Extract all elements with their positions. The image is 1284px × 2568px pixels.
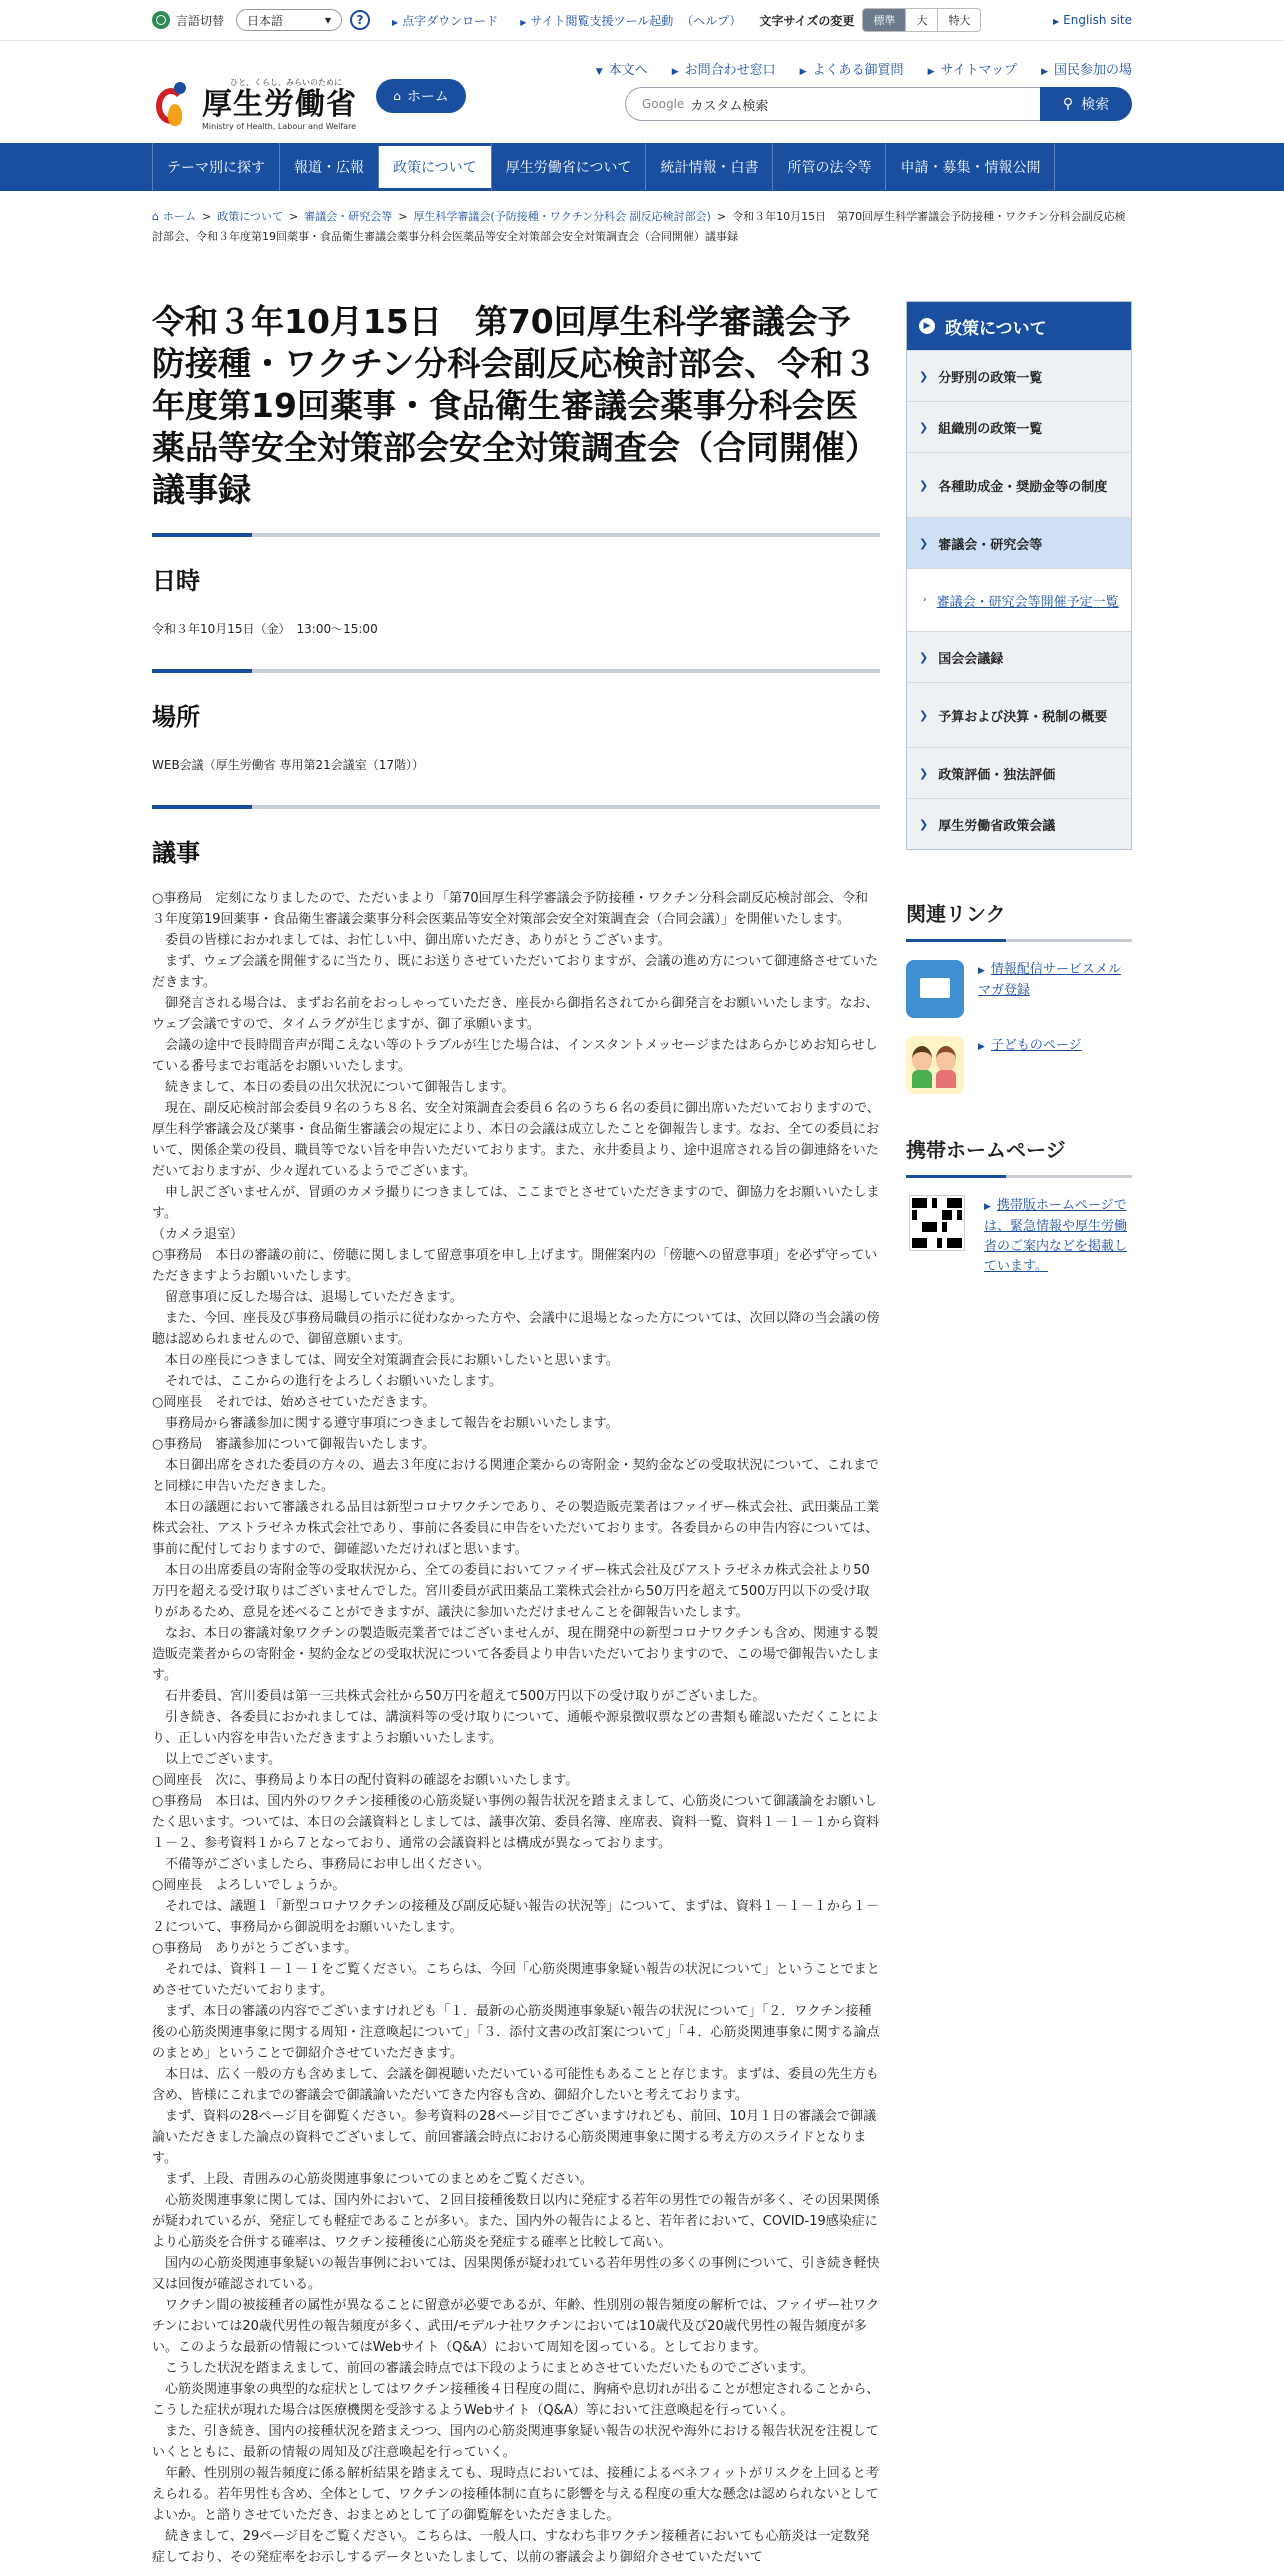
- nav-item-about[interactable]: 厚生労働省について: [491, 143, 646, 191]
- kids-page-icon: [906, 1036, 964, 1094]
- search-brand: Google: [642, 97, 685, 111]
- sidebar-item-diet-records[interactable]: ❯ 国会会議録: [907, 631, 1131, 682]
- english-site-link[interactable]: ▶ English site: [1053, 13, 1132, 27]
- main-content: [152, 301, 880, 2568]
- search-button[interactable]: ⚲ 検索: [1040, 87, 1132, 121]
- breadcrumb-councils[interactable]: 審議会・研究会等: [304, 210, 393, 223]
- triangle-right-icon: ▶: [392, 17, 399, 27]
- accessibility-help-link[interactable]: （ヘルプ）: [681, 13, 742, 28]
- sidebar-item-policy-council[interactable]: ❯ 厚生労働省政策会議: [907, 798, 1131, 849]
- language-select[interactable]: [236, 9, 342, 31]
- header-link-sitemap[interactable]: ▶ サイトマップ: [927, 63, 1018, 78]
- chevron-right-icon: ›: [923, 595, 927, 605]
- header-links: [572, 59, 1132, 78]
- breadcrumb-council-page[interactable]: 厚生科学審議会(予防接種・ワクチン分科会 副反応検討部会): [413, 210, 711, 223]
- logo-tagline: ひと、くらし、みらいのために: [230, 78, 342, 87]
- side-nav-heading[interactable]: ▶ 政策について: [907, 302, 1131, 350]
- date-value: 令和３年10月15日（金） 13:00～15:00: [152, 622, 378, 636]
- related-link-mail-magazine[interactable]: ▶ 情報配信サービスメルマガ登録: [906, 960, 1132, 1018]
- breadcrumb-policies[interactable]: 政策について: [217, 210, 283, 223]
- breadcrumb-home[interactable]: ホーム: [162, 210, 196, 223]
- qr-code-icon: [910, 1196, 964, 1250]
- triangle-right-icon: ▶: [984, 1202, 991, 1212]
- triangle-right-icon: ▶: [978, 966, 985, 976]
- nav-item-themes[interactable]: テーマ別に探す: [152, 143, 279, 191]
- chevron-right-icon: ❯: [919, 708, 929, 722]
- nav-item-statistics[interactable]: 統計情報・白書: [645, 143, 772, 191]
- sidebar-item-budget[interactable]: ❯ 予算および決算・税制の概要: [907, 682, 1131, 747]
- side-nav: [906, 301, 1132, 850]
- nav-item-applications[interactable]: 申請・募集・情報公開: [885, 143, 1055, 191]
- font-size-large-button[interactable]: 大: [905, 9, 937, 31]
- sidebar-item-policy-by-field[interactable]: ❯ 分野別の政策一覧: [907, 350, 1131, 401]
- global-nav: [0, 143, 1284, 191]
- language-label: 言語切替: [176, 13, 225, 28]
- header-link-faq[interactable]: ▶ よくある御質問: [799, 63, 904, 78]
- chevron-right-icon: ▶: [1041, 67, 1048, 77]
- related-links-heading: 関連リンク: [906, 898, 1132, 942]
- chevron-right-icon: ❯: [919, 536, 929, 550]
- font-size-standard-button[interactable]: 標準: [863, 9, 905, 31]
- utility-bar: [0, 0, 1284, 41]
- site-logo[interactable]: [152, 77, 357, 131]
- sidebar-item-policy-evaluation[interactable]: ❯ 政策評価・独法評価: [907, 747, 1131, 798]
- sidebar: [906, 301, 1132, 2568]
- home-icon: ⌂: [393, 89, 401, 103]
- place-heading: 場所: [152, 669, 880, 732]
- font-size-label: 文字サイズの変更: [759, 13, 855, 28]
- sidebar-item-policy-by-organization[interactable]: ❯ 組織別の政策一覧: [907, 401, 1131, 452]
- header-link-public-participation[interactable]: ▶ 国民参加の場: [1041, 63, 1132, 78]
- globe-icon: [152, 11, 170, 29]
- mail-magazine-icon: [906, 960, 964, 1018]
- chevron-right-icon: ❯: [919, 650, 929, 664]
- help-icon[interactable]: ?: [350, 10, 370, 30]
- font-size-xlarge-button[interactable]: 特大: [937, 9, 980, 31]
- triangle-right-icon: ▶: [520, 17, 527, 27]
- page-title: 令和３年10月15日 第70回厚生科学審議会予防接種・ワクチン分科会副反応検討部会、令和３年度第19回薬事・食品衛生審議会薬事分科会医薬品等安全対策部会安全対策調査会（合同開催）議事録: [152, 302, 878, 509]
- chevron-right-icon: ❯: [919, 817, 929, 831]
- home-button[interactable]: ⌂ ホーム: [376, 79, 466, 113]
- braille-download-link[interactable]: ▶ 点字ダウンロード: [392, 13, 499, 28]
- chevron-right-icon: ❯: [919, 478, 929, 492]
- nav-item-laws[interactable]: 所管の法令等: [772, 143, 885, 191]
- chevron-right-icon: ▶: [799, 67, 807, 77]
- triangle-right-icon: ▶: [978, 1042, 985, 1052]
- chevron-right-icon: ❯: [919, 766, 929, 780]
- mhlw-logo-icon: [152, 78, 196, 130]
- search-placeholder: カスタム検索: [690, 98, 769, 114]
- chevron-down-icon: ▾: [324, 13, 332, 27]
- nav-item-policies[interactable]: 政策について: [378, 146, 491, 188]
- sidebar-item-subsidies[interactable]: ❯ 各種助成金・奨励金等の制度: [907, 452, 1131, 517]
- mobile-site-heading: 携帯ホームページ: [906, 1134, 1132, 1178]
- home-icon: ⌂: [152, 210, 159, 223]
- chevron-right-icon: ▶: [919, 318, 935, 334]
- search-input[interactable]: [625, 87, 1040, 121]
- minutes-text: ○事務局 定刻になりましたので、ただいまより「第70回厚生科学審議会予防接種・ワクチン分科会副反応検討部会、令和３年度第19回薬事・食品衛生審議会薬事分科会医薬品等安全対策部会安全対策調査会（合同会議）」を開催いたします。 委員の皆様におかれましては、お忙しい中、御出席いただき、ありがとうございます。 まず、ウェブ会議を開催するに当たり、既にお送りさせていただいておりますが、会議の進め方について御連絡させていただきます。 御発言される場合は、まずお名前をおっしゃっていただき、座長から御指名されてから御発言をお願いいたします。なお、ウェブ会議ですので、タイムラグが生じますが、御了承願います。 会議の途中で長時間音声が聞こえない等のトラブルが生じた場合は、インスタントメッセージまたはあらかじめお知らせしている番号までお電話をお願いいたします。 続きまして、本日の委員の出欠状況について御報告します。 現在、副反応検討部会委員９名のうち８名、安全対策調査会委員６名のうち６名の委員に御出席いただいておりますので、厚生科学審議会及び薬事・食品衛生審議会の規定により、本日の会議は成立したことを御報告します。なお、全ての委員において、関係企業の役員、職員等でない旨を申告いただいております。また、永井委員より、途中退席される旨の御連絡をいただいておりますが、少々遅れているようでございます。 申し訳ございませんが、冒頭のカメラ撮りにつきましては、ここまでとさせていただきますので、御協力をお願いいたします。 （カメラ退室） ○事務局 本日の審議の前に、傍聴に関しまして留意事項を申し上げます。開催案内の「傍聴への留意事項」を必ず守っていただきますようお願いいたします。 留意事項に反した場合は、退場していただきます。 また、今回、座長及び事務局職員の指示に従わなかった方や、会議中に退場となった方については、次回以降の当会議の傍聴は認められませんので、御留意願います。 本日の座長につきましては、岡安全対策調査会長にお願いしたいと思います。 それでは、ここからの進行をよろしくお願いいたします。 ○岡座長 それでは、始めさせていただきます。 事務局から審議参加に関する遵守事項につきまして報告をお願いいたします。 ○事務局 審議参加について御報告いたします。 本日御出席をされた委員の方々の、過去３年度における関連企業からの寄附金・契約金などの受取状況について、これまでと同様に申告いただきました。 本日の議題において審議される品目は新型コロナワクチンであり、その製造販売業者はファイザー株式会社、武田薬品工業株式会社、アストラゼネカ株式会社であり、事前に各委員に申告をいただいております。各委員からの申告内容については、事前に配付しておりますので、御確認いただければと思います。 本日の出席委員の寄附金等の受取状況から、全ての委員においてファイザー株式会社及びアストラゼネカ株式会社より50万円を超える受け取りはございませんでした。宮川委員が武田薬品工業株式会社から50万円を超えて500万円以下の受け取りがあるため、意見を述べることができますが、議決に参加いただけませんことを御報告いたします。 なお、本日の審議対象ワクチンの製造販売業者ではございませんが、現在開発中の新型コロナワクチンも含め、関連する製造販売業者からの寄附金・契約金などの受取状況について各委員より申告いただいておりますので、この場で御報告いたします。 石井委員、宮川委員は第一三共株式会社から50万円を超えて500万円以下の受け取りがございました。 引き続き、各委員におかれましては、講演料等の受け取りについて、通帳や源泉徴収票などの書類も確認いただくことにより、正しい内容を申告いただきますようお願いいたします。 以上でございます。 ○岡座長 次に、事務局より本日の配付資料の確認をお願いいたします。 ○事務局 本日は、国内外のワクチン接種後の心筋炎疑い事例の報告状況を踏まえまして、心筋炎について御議論をお願いしたく思います。ついては、本日の会議資料としましては、議事次第、委員名簿、座席表、資料一覧、資料１－１－１から資料１－２、参考資料１から７となっており、通常の会議資料とは構成が異なっております。 不備等がございましたら、事務局にお申し出ください。 ○岡座長 よろしいでしょうか。 それでは、議題１「新型コロナワクチンの接種及び副反応疑い報告の状況等」について、まずは、資料１－１－１から１－２について、事務局から御説明をお願いいたします。 ○事務局 ありがとうございます。 それでは、資料１－１－１をご覧ください。こちらは、今回「心筋炎関連事象疑い報告の状況について」ということでまとめさせていただいております。 まず、本日の審議の内容でございますけれども「１．最新の心筋炎関連事象疑い報告の状況について」「２．ワクチン接種後の心筋炎関連事象に関する周知・注意喚起について」「３．添付文書の改訂案について」「４．心筋炎関連事象に関する論点のまとめ」ということで御紹介させていただきます。 本日は、広く一般の方も含めまして、会議を御視聴いただいている可能性もあることと存じます。まずは、委員の先生方も含め、皆様にこれまでの審議会で御議論いただいてきた内容も含め、御紹介したいと考えております。 まず、資料の28ページ目を御覧ください。参考資料の28ページ目でございますけれども、前回、10月１日の審議会で御議論いただきました論点の資料でございまして、前回審議会時点における心筋炎関連事象に関する考え方のスライドとなります。 まず、上段、青囲みの心筋炎関連事象についてのまとめをご覧ください。 心筋炎関連事象に関しては、国内外において、２回目接種後数日以内に発症する若年の男性での報告が多く、その因果関係が疑われているが、発症しても軽症であることが多い。また、国内外の報告によると、若年者において、COVID-19感染症により心筋炎を合併する確率は、ワクチン接種後に心筋炎を発症する確率と比較して高い。 国内の心筋炎関連事象疑いの報告事例においては、因果関係が疑われている若年男性の多くの事例について、引き続き軽快又は回復が確認されている。 ワクチン間の被接種者の属性が異なることに留意が必要であるが、年齢、性別別の報告頻度の解析では、ファイザー社ワクチンにおいては20歳代男性の報告頻度が多く、武田/モデルナ社ワクチンにおいては10歳代及び20歳代男性の報告頻度が多い。このような最新の情報についてはWebサイト（Q&A）において周知を図っている。としております。 こうした状況を踏まえまして、前回の審議会時点では下段のようにまとめさせていただいたものでございます。 心筋炎関連事象の典型的な症状としてはワクチン接種後４日程度の間に、胸痛や息切れが出ることが想定されることから、こうした症状が現れた場合は医療機関を受診するようWebサイト（Q&A）等において注意喚起を行っていく。 また、引き続き、国内の接種状況を踏まえつつ、国内の心筋炎関連事象疑い報告の状況や海外における報告状況を注視していくとともに、最新の情報の周知及び注意喚起を行っていく。 年齢、性別別の報告頻度に係る解析結果を踏まえても、現時点においては、接種によるベネフィットがリスクを上回ると考えられる。若年男性も含め、全体として、ワクチンの接種体制に直ちに影響を与える程度の重大な懸念は認められないとしてよいか。と諮りさせていただき、おまとめとして了の御覧解をいただきました。 続きまして、29ページ目をご覧ください。こちらは、一般人口、すなわち非ワクチン接種者においても心筋炎は一定数発症しており、その発症率をお示しするデータといたしまして、以前の審議会より御紹介させていただいて: [152, 891, 880, 2565]
- nav-item-press[interactable]: 報道・広報: [279, 143, 378, 191]
- search-icon: ⚲: [1062, 96, 1074, 112]
- site-search: [625, 87, 1132, 121]
- minutes-heading: 議事: [152, 805, 880, 868]
- breadcrumb: ⌂ ホーム > 政策について > 審議会・研究会等 > 厚生科学審議会(予防接種・ワクチン分科会 副反応検討部会) > 令和３年10月15日 第70回厚生科学審議会予防接種・ワクチン分科会副反応検討部会、令和３年度第19回薬事・食品衛生審議会薬事分科会医薬品等安全対策部会安全対策調査会（合同開催）議事録: [152, 210, 1126, 243]
- language-select-value: 日本語: [247, 13, 284, 28]
- breadcrumb-current: 令和３年10月15日 第70回厚生科学審議会予防接種・ワクチン分科会副反応検討部会、令和３年度第19回薬事・食品衛生審議会薬事分科会医薬品等安全対策部会安全対策調査会（合同開催）議事録: [152, 210, 1126, 243]
- triangle-right-icon: ▶: [1053, 17, 1060, 26]
- chevron-right-icon: ❯: [919, 369, 929, 383]
- place-value: WEB会議（厚生労働省 専用第21会議室（17階））: [152, 758, 425, 772]
- mobile-site-link[interactable]: ▶ 携帯版ホームページでは、緊急情報や厚生労働省のご案内などを掲載しています。: [906, 1196, 1132, 1277]
- chevron-right-icon: ▶: [671, 67, 679, 77]
- chevron-right-icon: ❯: [919, 420, 929, 434]
- logo-english-name: Ministry of Health, Labour and Welfare: [202, 122, 357, 131]
- site-header: [0, 41, 1284, 143]
- sidebar-item-council-schedule[interactable]: › 審議会・研究会等開催予定一覧: [907, 568, 1131, 631]
- logo-name: 厚生労働省: [202, 87, 357, 122]
- font-size-switcher: [862, 8, 981, 32]
- chevron-right-icon: ▶: [927, 67, 935, 77]
- header-link-contact[interactable]: ▶ お問合わせ窓口: [671, 63, 776, 78]
- accessibility-tool-link[interactable]: ▶ サイト閲覧支援ツール起動: [520, 13, 674, 28]
- related-link-kids-page[interactable]: ▶ 子どものページ: [906, 1036, 1132, 1094]
- sidebar-item-councils[interactable]: ❯ 審議会・研究会等: [907, 517, 1131, 568]
- header-link-main-content[interactable]: ▼ 本文へ: [595, 63, 648, 78]
- date-heading: 日時: [152, 533, 880, 596]
- chevron-down-icon: ▼: [595, 67, 603, 77]
